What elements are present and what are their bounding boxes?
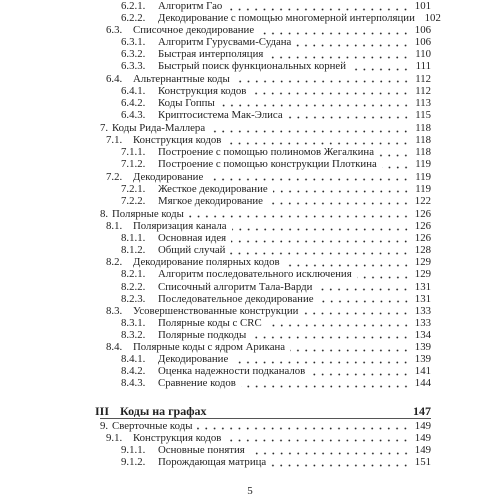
- entry-number: 8.2.2.: [121, 280, 146, 293]
- dot-leader: [210, 122, 410, 134]
- entry-number: 8.2.1.: [121, 268, 146, 281]
- toc-subsection-entry: [100, 12, 441, 25]
- dot-leader: [189, 208, 410, 220]
- entry-title: Коды на графах: [120, 403, 207, 418]
- entry-page-number: 126: [414, 232, 431, 245]
- entry-number: 7.2.2.: [121, 194, 146, 207]
- entry-number: 8.2.: [106, 256, 123, 269]
- entry-page-number: 126: [414, 207, 431, 220]
- entry-page-number: 119: [415, 182, 431, 195]
- entry-page-number: 106: [414, 36, 431, 49]
- toc-section-entry: [100, 256, 431, 268]
- entry-title: Списочное декодирование: [133, 24, 255, 37]
- toc-part-entry: [95, 403, 431, 419]
- entry-title: Коды Гоппы: [158, 96, 215, 109]
- entry-page-number: 151: [414, 456, 431, 469]
- entry-title: Быстрая интерполяция: [158, 48, 264, 61]
- entry-page-number: 115: [415, 108, 431, 121]
- toc-section-entry: [100, 305, 431, 317]
- entry-page-number: 149: [414, 444, 431, 457]
- entry-number: 8.1.1.: [121, 232, 146, 245]
- dot-leader: [259, 24, 410, 36]
- dot-leader: [382, 158, 410, 170]
- entry-title: Сверточные коды: [112, 419, 193, 432]
- toc-section-entry: [100, 73, 431, 85]
- toc-subsection-entry: [100, 146, 431, 158]
- dot-leader: [310, 365, 410, 377]
- toc-section-entry: [100, 24, 431, 36]
- dot-leader: [250, 444, 410, 456]
- entry-number: 7.2.1.: [121, 182, 146, 195]
- dot-leader: [267, 317, 410, 329]
- entry-number: 8.4.: [106, 341, 123, 353]
- entry-page-number: 112: [415, 72, 431, 85]
- entry-number: 9.1.1.: [121, 444, 146, 457]
- toc-section-entry: [100, 171, 431, 183]
- entry-title: Конструкция кодов: [158, 84, 247, 97]
- entry-number: 8.3.: [106, 304, 123, 317]
- entry-page-number: 126: [414, 220, 431, 233]
- entry-title: Основные понятия: [158, 444, 245, 457]
- toc-subsection-entry: [100, 377, 431, 389]
- page-number: 5: [247, 485, 253, 497]
- dot-leader: [288, 109, 410, 121]
- entry-number: 8.4.1.: [121, 353, 146, 366]
- entry-page-number: 144: [414, 377, 431, 390]
- dot-leader: [226, 432, 410, 444]
- entry-title: Декодирование: [158, 353, 229, 366]
- entry-title: Построение с помощью конструкции Плоткина: [158, 158, 377, 171]
- toc-subsection-entry: [100, 232, 431, 244]
- dot-leader: [251, 329, 410, 341]
- toc-subsection-entry: [100, 85, 431, 97]
- toc-subsection-entry: [100, 244, 431, 256]
- entry-page-number: 106: [414, 24, 431, 37]
- entry-number: 8.: [100, 207, 109, 220]
- dot-leader: [379, 146, 410, 158]
- entry-number: 7.2.: [106, 170, 123, 183]
- entry-title: Альтернантные коды: [133, 72, 230, 85]
- entry-title: Списочный алгоритм Тала-Варди: [158, 280, 313, 293]
- toc-subsection-entry: [100, 183, 431, 195]
- entry-page-number: 111: [415, 60, 431, 73]
- toc-section-entry: [100, 134, 431, 146]
- dot-leader: [273, 183, 410, 195]
- entry-title: Быстрый поиск функциональных корней: [158, 60, 346, 73]
- dot-leader: [197, 420, 410, 432]
- entry-number: 8.2.3.: [121, 292, 146, 305]
- entry-page-number: 149: [414, 431, 431, 444]
- part-spacer: [207, 405, 411, 418]
- entry-title: Коды Рида-Маллера: [112, 122, 206, 135]
- entry-page-number: 118: [415, 134, 431, 147]
- entry-page-number: 134: [414, 328, 431, 341]
- toc-subsection-entry: [100, 293, 431, 305]
- entry-number: 8.4.2.: [121, 365, 146, 378]
- entry-number: 6.4.2.: [121, 96, 146, 109]
- entry-number: 7.: [100, 122, 109, 135]
- toc-subsection-entry: [100, 365, 431, 377]
- toc-chapter-entry: [100, 420, 431, 432]
- entry-number: III: [95, 403, 110, 418]
- entry-number: 8.1.2.: [121, 244, 146, 257]
- entry-page-number: 139: [414, 353, 431, 366]
- entry-page-number: 102: [424, 12, 441, 25]
- entry-page-number: 118: [415, 122, 431, 135]
- entry-title: Декодирование: [133, 170, 204, 183]
- dot-leader: [351, 60, 410, 72]
- dot-leader: [268, 48, 410, 60]
- toc-subsection-entry: [100, 353, 431, 365]
- entry-page-number: 149: [414, 419, 431, 432]
- entry-number: 6.3.: [106, 24, 123, 37]
- entry-page-number: 133: [414, 304, 431, 317]
- entry-title: Усовершенствованные конструкции: [133, 304, 299, 317]
- entry-number: 7.1.1.: [121, 146, 146, 159]
- entry-title: Построение с помощью полиномов Жегалкина: [158, 146, 374, 159]
- entry-title: Алгоритм последовательного исключения: [158, 268, 352, 281]
- dot-leader: [232, 220, 410, 232]
- toc-chapter-entry: [100, 208, 431, 220]
- entry-page-number: 113: [415, 96, 431, 109]
- dot-leader: [319, 293, 410, 305]
- entry-title: Оценка надежности подканалов: [158, 365, 306, 378]
- entry-title: Алгоритм Гурусвами-Судана: [158, 36, 292, 49]
- entry-page-number: 101: [414, 0, 431, 12]
- entry-page-number: 129: [414, 268, 431, 281]
- entry-page-number: 112: [415, 84, 431, 97]
- entry-number: 7.1.: [106, 134, 123, 147]
- dot-leader: [303, 305, 410, 317]
- toc-subsection-entry: [100, 36, 431, 48]
- entry-title: Мягкое декодирование: [158, 194, 263, 207]
- entry-page-number: 110: [415, 48, 431, 61]
- entry-title: Жесткое декодирование: [158, 182, 268, 195]
- entry-page-number: 118: [415, 146, 431, 159]
- entry-number: 6.3.1.: [121, 36, 146, 49]
- dot-leader: [220, 97, 410, 109]
- entry-page-number: 147: [413, 403, 431, 418]
- toc-subsection-entry: [100, 0, 431, 12]
- entry-page-number: 139: [414, 341, 431, 353]
- table-of-contents: [95, 0, 441, 469]
- dot-leader: [230, 244, 410, 256]
- toc-subsection-entry: [100, 48, 431, 60]
- dot-leader: [285, 256, 410, 268]
- entry-title: Основная идея: [158, 232, 227, 245]
- toc-subsection-entry: [100, 456, 431, 468]
- entry-page-number: 119: [415, 170, 431, 183]
- entry-page-number: 129: [414, 256, 431, 269]
- entry-number: 6.3.2.: [121, 48, 146, 61]
- toc-subsection-entry: [100, 60, 431, 72]
- entry-title: Сравнение кодов: [158, 377, 236, 390]
- toc-subsection-entry: [100, 444, 431, 456]
- toc-chapter-entry: [100, 122, 431, 134]
- toc-section-entry: [100, 220, 431, 232]
- entry-number: 8.3.1.: [121, 316, 146, 329]
- entry-title: Порождающая матрица: [158, 456, 267, 469]
- dot-leader: [233, 353, 410, 365]
- entry-title: Конструкция кодов: [133, 431, 222, 444]
- dot-leader: [268, 195, 410, 207]
- entry-number: 8.1.: [106, 220, 123, 233]
- toc-subsection-entry: [100, 317, 431, 329]
- entry-title: Криптосистема Мак-Элиса: [158, 108, 283, 121]
- entry-title: Поляризация канала: [133, 220, 227, 233]
- dot-leader: [208, 171, 410, 183]
- entry-page-number: 133: [414, 316, 431, 329]
- entry-title: Конструкция кодов: [133, 134, 222, 147]
- toc-subsection-entry: [100, 195, 431, 207]
- entry-title: Последовательное декодирование: [158, 292, 314, 305]
- dot-leader: [227, 0, 410, 12]
- entry-title: Общий случай: [158, 244, 226, 257]
- entry-number: 6.4.1.: [121, 84, 146, 97]
- toc-subsection-entry: [100, 281, 431, 293]
- toc-subsection-entry: [100, 109, 431, 121]
- entry-title: Полярные подкоды: [158, 328, 247, 341]
- dot-leader: [251, 85, 410, 97]
- entry-number: 6.2.2.: [121, 12, 146, 25]
- entry-page-number: 141: [414, 365, 431, 378]
- entry-title: Полярные коды с CRC: [158, 316, 262, 329]
- entry-number: 6.4.: [106, 72, 123, 85]
- entry-title: Полярные коды: [112, 207, 184, 220]
- entry-page-number: 131: [414, 292, 431, 305]
- dot-leader: [317, 281, 410, 293]
- entry-number: 9.1.: [106, 431, 123, 444]
- toc-section-entry: [100, 432, 431, 444]
- entry-title: Декодирование с помощью многомерной интерполяции: [158, 12, 415, 25]
- dot-leader: [290, 341, 410, 353]
- dot-leader: [226, 134, 410, 146]
- toc-subsection-entry: [100, 97, 431, 109]
- entry-number: 6.4.3.: [121, 108, 146, 121]
- entry-number: 6.2.1.: [121, 0, 146, 12]
- toc-subsection-entry: [100, 158, 431, 170]
- dot-leader: [357, 268, 410, 280]
- entry-page-number: 119: [415, 158, 431, 171]
- entry-page-number: 122: [414, 194, 431, 207]
- entry-number: 8.3.2.: [121, 328, 146, 341]
- entry-number: 8.4.3.: [121, 377, 146, 390]
- toc-subsection-entry: [100, 268, 431, 280]
- entry-number: 9.: [100, 419, 109, 432]
- entry-page-number: 128: [414, 244, 431, 257]
- dot-leader: [235, 73, 410, 85]
- entry-page-number: 131: [414, 280, 431, 293]
- dot-leader: [296, 36, 410, 48]
- entry-number: 9.1.2.: [121, 456, 146, 469]
- entry-number: 6.3.3.: [121, 60, 146, 73]
- dot-leader: [271, 456, 410, 468]
- entry-title: Полярные коды с ядром Арикана: [133, 341, 286, 353]
- entry-number: 7.1.2.: [121, 158, 146, 171]
- dot-leader: [241, 377, 410, 389]
- dot-leader: [231, 232, 410, 244]
- toc-section-entry: [100, 341, 431, 353]
- toc-subsection-entry: [100, 329, 431, 341]
- entry-title: Декодирование полярных кодов: [133, 256, 280, 269]
- entry-title: Алгоритм Гао: [158, 0, 223, 12]
